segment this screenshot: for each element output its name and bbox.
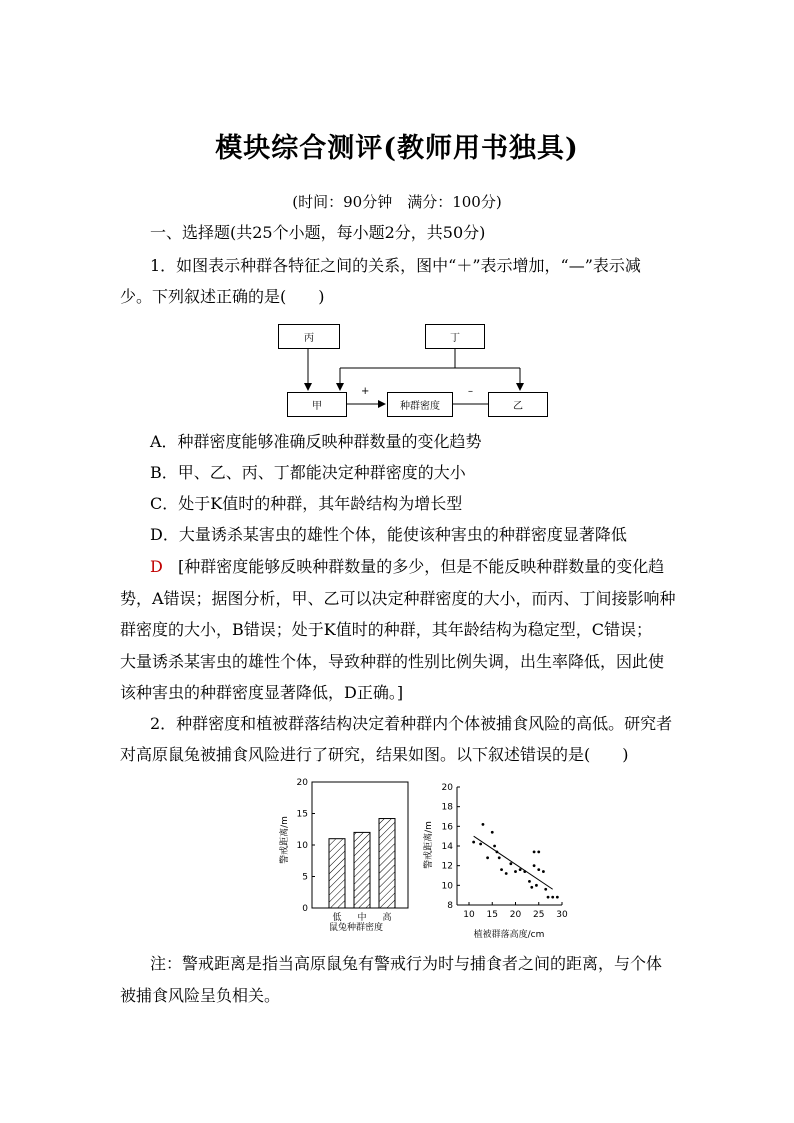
scatter-chart-xtick-label: 15 bbox=[486, 910, 498, 920]
scatter-point bbox=[472, 841, 475, 844]
bar-chart-ytick-label: 20 bbox=[296, 778, 308, 788]
q1-option-a: A．种群密度能够准确反映种群数量的变化趋势 bbox=[150, 432, 482, 451]
scatter-chart-ytick-label: 10 bbox=[441, 881, 453, 892]
bar-chart-ytick-label: 15 bbox=[296, 809, 308, 820]
scatter-point bbox=[491, 831, 494, 834]
scatter-point bbox=[530, 886, 533, 889]
bar bbox=[329, 839, 345, 908]
plus-sign: + bbox=[361, 386, 370, 397]
scatter-point bbox=[544, 888, 547, 891]
scatter-point bbox=[498, 856, 501, 859]
q1-option-c: C．处于K值时的种群，其年龄结构为增长型 bbox=[150, 494, 463, 513]
bar-chart-category-label: 高 bbox=[382, 913, 392, 923]
q1-option-b: B．甲、乙、丙、丁都能决定种群密度的大小 bbox=[150, 463, 466, 482]
bar-chart-ytick-label: 10 bbox=[296, 841, 308, 851]
scatter-chart-xtick-label: 30 bbox=[556, 910, 568, 920]
scatter-point bbox=[537, 868, 540, 871]
scatter-point bbox=[551, 896, 554, 899]
scatter-point bbox=[535, 884, 538, 887]
scatter-chart-ytick-label: 14 bbox=[441, 842, 453, 852]
scatter-point bbox=[500, 868, 503, 871]
section-heading: 一、选择题(共25个小题，每小题2分，共50分) bbox=[150, 223, 486, 242]
q2-note-line1: 注：警戒距离是指当高原鼠兔有警戒行为时与捕食者之间的距离，与个体 bbox=[150, 954, 663, 973]
scatter-chart-xtick-label: 10 bbox=[463, 910, 475, 920]
scatter-point bbox=[533, 851, 536, 854]
q1-diagram bbox=[270, 320, 560, 422]
minus-sign: – bbox=[468, 386, 473, 397]
scatter-point bbox=[556, 896, 559, 899]
q1-explain-line5: 该种害虫的种群密度显著降低，D正确。] bbox=[120, 683, 404, 702]
page-title: 模块综合测评(教师用书独具) bbox=[215, 133, 579, 164]
bar-chart-category-label: 低 bbox=[332, 913, 342, 923]
box-ding: 丁 bbox=[425, 324, 485, 349]
scatter-point bbox=[537, 851, 540, 854]
q2-stem-line1: 2．种群密度和植被群落结构决定着种群内个体被捕食风险的高低。研究者 bbox=[150, 714, 673, 733]
bar-chart-ytick-label: 5 bbox=[302, 872, 308, 883]
scatter-chart-ytick-label: 16 bbox=[441, 822, 453, 833]
scatter-chart-ytick-label: 12 bbox=[441, 861, 453, 872]
scatter-chart-ytick-label: 20 bbox=[441, 783, 453, 793]
scatter-point bbox=[505, 872, 508, 875]
scatter-point bbox=[479, 843, 482, 846]
scatter-chart-ytick-label: 8 bbox=[447, 901, 453, 911]
q1-option-d: D．大量诱杀某害虫的雄性个体，能使该种害虫的种群密度显著降低 bbox=[150, 525, 627, 544]
scatter-point bbox=[482, 823, 485, 826]
bar-chart-ylabel: 警戒距离/m bbox=[280, 816, 290, 864]
box-bing: 丙 bbox=[278, 324, 340, 349]
box-density: 种群密度 bbox=[387, 392, 453, 417]
q1-explain-line3: 群密度的大小，B错误；处于K值时的种群，其年龄结构为稳定型，C错误； bbox=[120, 620, 652, 639]
q1-explain-line1: [种群密度能够反映种群数量的多少，但是不能反映种群数量的变化趋 bbox=[178, 557, 665, 576]
scatter-chart-ytick-label: 18 bbox=[441, 802, 453, 813]
bar bbox=[354, 832, 370, 908]
q1-stem-line2: 少。下列叙述正确的是( ) bbox=[120, 287, 325, 306]
scatter-chart-xtick-label: 20 bbox=[509, 910, 522, 920]
scatter-point bbox=[528, 880, 531, 883]
q1-explain-line4: 大量诱杀某害虫的雄性个体，导致种群的性别比例失调，出生率降低，因此使 bbox=[120, 652, 665, 671]
q1-explain-line2: 势，A错误；据图分析，甲、乙可以决定种群密度的大小，而丙、丁间接影响种 bbox=[120, 589, 676, 608]
bar-chart-ytick-label: 0 bbox=[302, 904, 308, 914]
bar bbox=[379, 819, 395, 908]
bar-chart bbox=[270, 770, 420, 940]
box-jia: 甲 bbox=[287, 392, 347, 417]
scatter-chart bbox=[415, 775, 568, 945]
bar-chart-xlabel: 鼠兔种群密度 bbox=[328, 923, 384, 933]
box-yi: 乙 bbox=[488, 392, 548, 417]
scatter-point bbox=[493, 845, 496, 848]
scatter-point bbox=[533, 864, 536, 867]
scatter-chart-ylabel: 警戒距离/m bbox=[424, 821, 434, 869]
q2-stem-line2: 对高原鼠兔被捕食风险进行了研究，结果如图。以下叙述错误的是( ) bbox=[120, 745, 629, 764]
scatter-point bbox=[542, 870, 545, 873]
q2-note-line2: 被捕食风险呈负相关。 bbox=[120, 986, 281, 1005]
scatter-trendline bbox=[474, 836, 553, 889]
scatter-point bbox=[486, 856, 489, 859]
scatter-point bbox=[547, 896, 550, 899]
q1-stem-line1: 1．如图表示种群各特征之间的关系，图中“＋”表示增加，“—”表示减 bbox=[150, 256, 641, 275]
scatter-point bbox=[514, 870, 517, 873]
scatter-point bbox=[509, 862, 512, 865]
scatter-chart-xtick-label: 25 bbox=[533, 910, 545, 920]
scatter-chart-xlabel: 植被群落高度/cm bbox=[473, 930, 545, 940]
q1-answer: D bbox=[150, 557, 163, 576]
exam-info: (时间：90分钟 满分：100分) bbox=[292, 193, 502, 211]
bar-chart-category-label: 中 bbox=[357, 913, 367, 923]
